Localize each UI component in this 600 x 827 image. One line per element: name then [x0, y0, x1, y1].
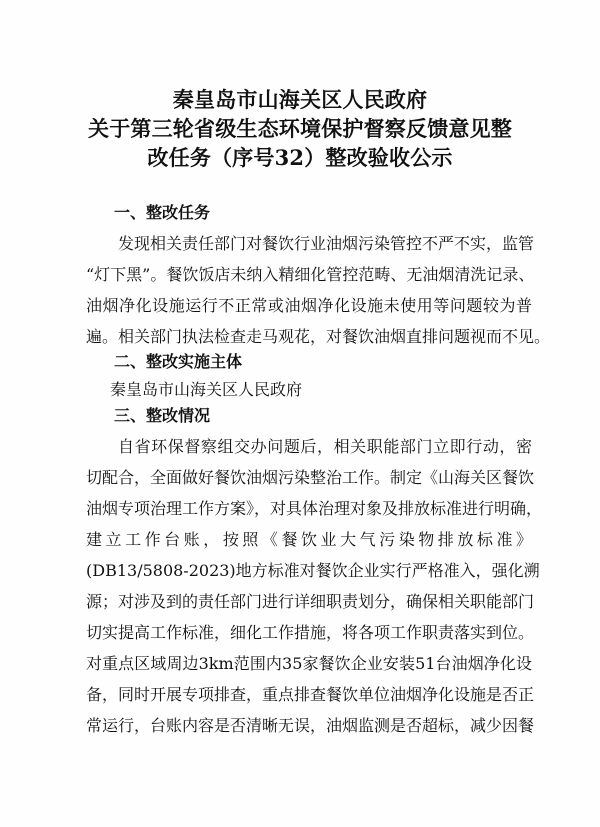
- section-heading-implementing-body: 二、整改实施主体: [114, 352, 243, 371]
- implementing-body-text: 秦皇岛市山海关区人民政府: [110, 380, 303, 399]
- section-heading-rectification-task: 一、整改任务: [114, 203, 211, 222]
- paragraph-line: 自省环保督察组交办问题后，相关职能部门立即行动，密: [118, 437, 532, 456]
- paragraph-line: 油烟净化设施运行不正常或油烟净化设施未使用等问题较为普: [86, 296, 532, 315]
- paragraph-line: 切配合，全面做好餐饮油烟污染整治工作。制定《山海关区餐饮: [86, 468, 535, 487]
- document-title-line-3: 改任务（序号32）整改验收公示: [147, 145, 453, 170]
- section-heading-rectification-status: 三、整改情况: [114, 406, 211, 425]
- paragraph-line: 源；对涉及到的责任部门进行详细职责划分，确保相关职能部门: [86, 592, 535, 611]
- paragraph-line: 建立工作台账，按照《餐饮业大气污染物排放标准》: [86, 530, 532, 549]
- paragraph-line: 备，同时开展专项排查，重点排查餐饮单位油烟净化设施是否正: [86, 685, 535, 704]
- paragraph-line: 对重点区域周边3km范围内35家餐饮企业安装51台油烟净化设: [86, 654, 532, 673]
- document-title-line-1: 秦皇岛市山海关区人民政府: [172, 87, 428, 112]
- document-title-line-2: 关于第三轮省级生态环境保护督察反馈意见整: [88, 116, 512, 141]
- paragraph-line: 切实提高工作标准，细化工作措施，将各项工作职责落实到位。: [86, 623, 535, 642]
- paragraph-line: 遍。相关部门执法检查走马观花，对餐饮油烟直排问题视而不见。: [86, 327, 551, 346]
- paragraph-line: 油烟专项治理工作方案》，对具体治理对象及排放标准进行明确，: [86, 499, 543, 518]
- paragraph-line: 常运行，台账内容是否清晰无误，油烟监测是否超标，减少因餐: [86, 716, 535, 735]
- paragraph-line: 发现相关责任部门对餐饮行业油烟污染管控不严不实，监管: [118, 234, 535, 253]
- paragraph-line: “灯下黑”。餐饮饭店未纳入精细化管控范畴、无油烟清洗记录、: [86, 265, 535, 284]
- paragraph-line: (DB13/5808-2023)地方标准对餐饮企业实行严格准入，强化溯: [86, 561, 540, 580]
